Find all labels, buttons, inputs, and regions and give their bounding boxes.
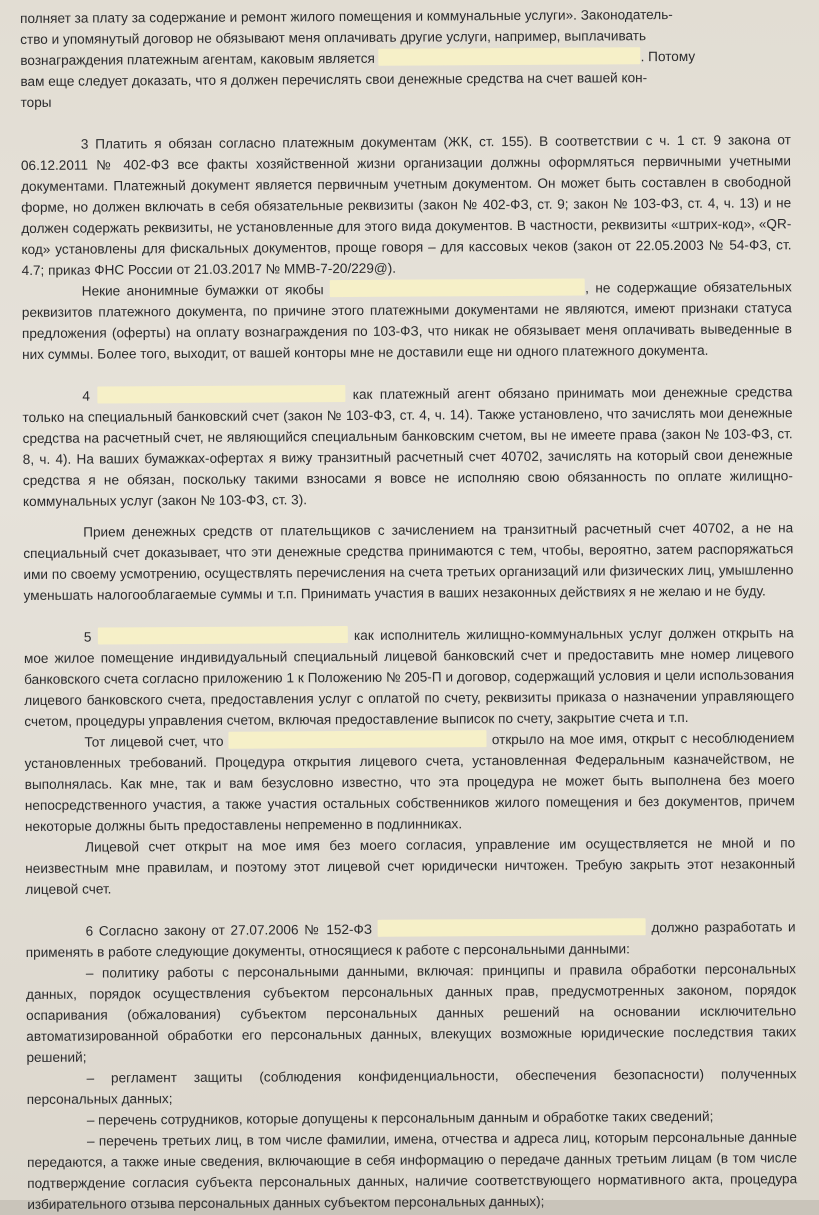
section-3-paragraph-1: 3 Платить я обязан согласно платежным документам (ЖК, ст. 155). В соответствии с ч. 1 ст. 9 закона от 06.12.2011 № 402-ФЗ все факты хозяйственной жизни организации должны оформляться первичными учетными документами. Платежный документ является первичным учетным документом. Он может быть составлен в свободной форме, но должен включать в себя обязательные реквизиты (закон № 402-ФЗ, ст. 9; закон № 103-ФЗ, ст. 4, ч. 13) и не должен содержать реквизиты, не установленные для этого вида документов. В частности, реквизиты «штрих-код», «QR-код» установлены для фискальных документов, проще говоря – для кассовых чеков (закон от 22.05.2003 № 54-ФЗ, ст. 4.7; приказ ФНС России от 21.03.2017 № ММВ-7-20/229@). xyxy=(20,132,792,278)
document-body xyxy=(20,3,797,1215)
section-5-paragraph-2: Тот лицевой счет, что открыло на мое имя, открыт с несоблюдением установленных требований. Процедура открытия лицевого счета, установленная Федеральным казначейством, не выполнялась. Как мне, так и вам безусловно известно, что эта процедура не может быть выполнена без моего непосредственного участия, а также участия остальных собственников жилого помещения и без документов, причем некоторые должны быть предоставлены непременно в подлинниках. xyxy=(24,730,795,834)
list-item: – политику работы с персональными данными, включая: принципы и правила обработки персональных данных, порядок осуществления субъектом персональных данных прав, предусмотренных законом, порядок оспаривания (обжалования) субъектом персональных данных решений на основании исключительно автоматизированной обработки его персональных данных, влекущих возможные юридические последствия таких решений; xyxy=(25,961,797,1065)
list-item: – регламент защиты (соблюдения конфиденциальности, обеспечения безопасности) полученных персональных данных; xyxy=(26,1066,797,1107)
section-6-paragraph-1: 6 Согласно закону от 27.07.2006 № 152-ФЗ должно разработать и применять в работе следующие документы, относящиеся к работе с персональными данными: xyxy=(25,919,796,960)
redaction-mark xyxy=(98,626,348,645)
section-4-paragraph-2: Прием денежных средств от плательщиков с зачислением на транзитный расчетный счет 40702, а не на специальный счет доказывает, что эти денежные средства принимаются с тем, чтобы, вероятно, затем распоряжаться ими по своему усмотрению, осуществлять перечисления на счета третьих организаций или физических лиц, умышленно уменьшать налогооблагаемые суммы и т.п. Принимать участия в ваших незаконных действиях я не желаю и не буду. xyxy=(23,520,794,603)
redaction-mark xyxy=(379,47,641,66)
section-4-paragraph-1: 4 как платежный агент обязано принимать мои денежные средства только на специальный банковский счет (закон № 103-ФЗ, ст. 4, ч. 14). Также установлено, что зачислять мои денежные средства на расчетный счет, не являющийся специальным банковским счетом, вы не имеете права (закон № 103-ФЗ, ст. 8, ч. 4). На ваших бумажках-офертах я вижу транзитный расчетный счет 40702, зачислять на который свои денежные средства я не обязан, поскольку такими взносами я вовсе не исполняю свою обязанность по оплате жилищно-коммунальных услуг (закон № 103-ФЗ, ст. 3). xyxy=(22,384,793,509)
section-3-paragraph-2: Некие анонимные бумажки от якобы , не содержащие обязательных реквизитов платежного документа, по причине этого платежными документами не являются, имеют признаки статуса предложения (оферты) на оплату вознаграждения по 103-ФЗ, что никак не обязывает меня оплачивать выведенные в них суммы. Более того, выходит, от вашей конторы мне не доставили еще ни одного платежного документа. xyxy=(21,279,793,362)
list-item: – перечень третьих лиц, в том числе фамилии, имена, отчества и адреса лиц, которым персональные данные передаются, а также иные сведения, включающие в себя информацию о передаче данных третьим лицам (в том числе подтверждение согласия субъекта персональных данных, наличие соответствующего нормативного акта, процедура избирательного отзыва персональных данных субъектом персональных данных); xyxy=(27,1129,798,1212)
redaction-mark xyxy=(229,730,487,749)
section-5-paragraph-1: 5 как исполнитель жилищно-коммунальных услуг должен открыть на мое жилое помещение индивидуальный специальный лицевой банковский счет и предоставить мне номер лицевого банковского счета согласно приложению 1 к Положению № 205-П и договор, содержащий условия и цели использования лицевого банковского счета, предоставления услуг с оплатой по счету, реквизиты приказа о назначении управляющего счетом, процедуры управления счетом, включая предоставление выписок по счету, закрытие счета и т.п. xyxy=(23,625,795,729)
redaction-mark xyxy=(330,279,585,298)
list-item: – перечень сотрудников, которые допущены к персональным данным и обработке таких сведений; xyxy=(86,1108,714,1128)
redaction-mark xyxy=(378,918,646,937)
redaction-mark xyxy=(97,385,345,404)
section-5-paragraph-3: Лицевой счет открыт на мое имя без моего согласия, управление им осуществляется не мной и по неизвестным мне правилам, и поэтому этот лицевой счет юридически ничтожен. Требую закрыть этот незаконный лицевой счет. xyxy=(25,835,796,897)
section-1-text: полняет за плату за содержание и ремонт жилого помещения и коммунальные услуги». Законодатель- ство и упомянутый договор не обязывают меня оплачивать другие услуги, например, выплачивать вознаграждения платежным агентам, каковым является . Потому вам еще следует доказать, что я должен перечислять свои денежные средства на счет вашей кон- торы xyxy=(20,7,696,110)
